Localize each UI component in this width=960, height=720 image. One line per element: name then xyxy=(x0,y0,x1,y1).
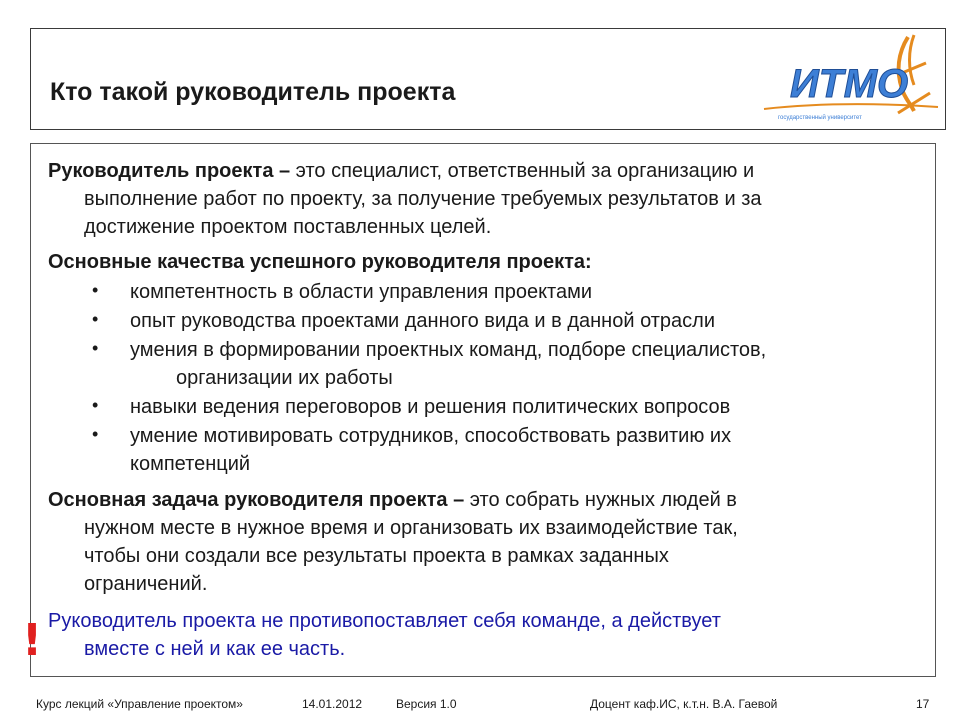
logo-text: ИТМО xyxy=(790,62,909,106)
bullet-item-3-cont: организации их работы xyxy=(176,367,393,389)
task-line-1 xyxy=(48,486,737,514)
definition-line-3: достижение проектом поставленных целей. xyxy=(84,216,492,238)
bullet-dot: • xyxy=(92,309,99,329)
bullet-item-4: навыки ведения переговоров и решения политических вопросов xyxy=(130,396,731,418)
bullet-dot: • xyxy=(92,424,99,444)
task-line-2: нужном месте в нужное время и организовать их взаимодействие так, xyxy=(84,517,738,539)
logo-subtitle: государственный университет xyxy=(778,115,862,121)
footer-course: Курс лекций «Управление проектом» xyxy=(36,697,243,711)
task-text-1: это собрать нужных людей в xyxy=(464,489,737,511)
bullet-dot: • xyxy=(92,395,99,415)
footer-author: Доцент каф.ИС, к.т.н. В.А. Гаевой xyxy=(590,697,778,711)
slide-title: Кто такой руководитель проекта xyxy=(50,78,456,106)
bullet-dot: • xyxy=(92,280,99,300)
definition-term: Руководитель проекта – xyxy=(48,160,291,182)
definition-line-1 xyxy=(48,157,754,185)
definition-text-1: это специалист, ответственный за организацию и xyxy=(290,160,755,182)
bullet-item-1: компетентность в области управления проектами xyxy=(130,281,593,303)
definition-line-2: выполнение работ по проекту, за получение требуемых результатов и за xyxy=(84,188,762,210)
task-line-3: чтобы они создали все результаты проекта в рамках заданных xyxy=(84,545,669,567)
bullet-item-2: опыт руководства проектами данного вида и в данной отрасли xyxy=(130,310,716,332)
team-note-line-1: Руководитель проекта не противопоставляет себя команде, а действует xyxy=(48,610,721,632)
task-line-4: ограничений. xyxy=(84,573,208,595)
exclamation-icon: ! xyxy=(22,615,43,666)
itmo-logo xyxy=(758,33,944,125)
bullet-item-5: умение мотивировать сотрудников, способствовать развитию их xyxy=(130,425,732,447)
task-term: Основная задача руководителя проекта – xyxy=(48,489,465,511)
bullet-dot: • xyxy=(92,338,99,358)
footer-page-number: 17 xyxy=(916,697,930,711)
bullet-item-5-cont: компетенций xyxy=(130,453,251,475)
bullet-item-3: умения в формировании проектных команд, подборе специалистов, xyxy=(130,339,767,361)
footer-date: 14.01.2012 xyxy=(302,697,363,711)
team-note-line-2: вместе с ней и как ее часть. xyxy=(84,638,346,660)
qualities-heading: Основные качества успешного руководителя проекта: xyxy=(48,251,592,273)
footer-version: Версия 1.0 xyxy=(396,697,457,711)
